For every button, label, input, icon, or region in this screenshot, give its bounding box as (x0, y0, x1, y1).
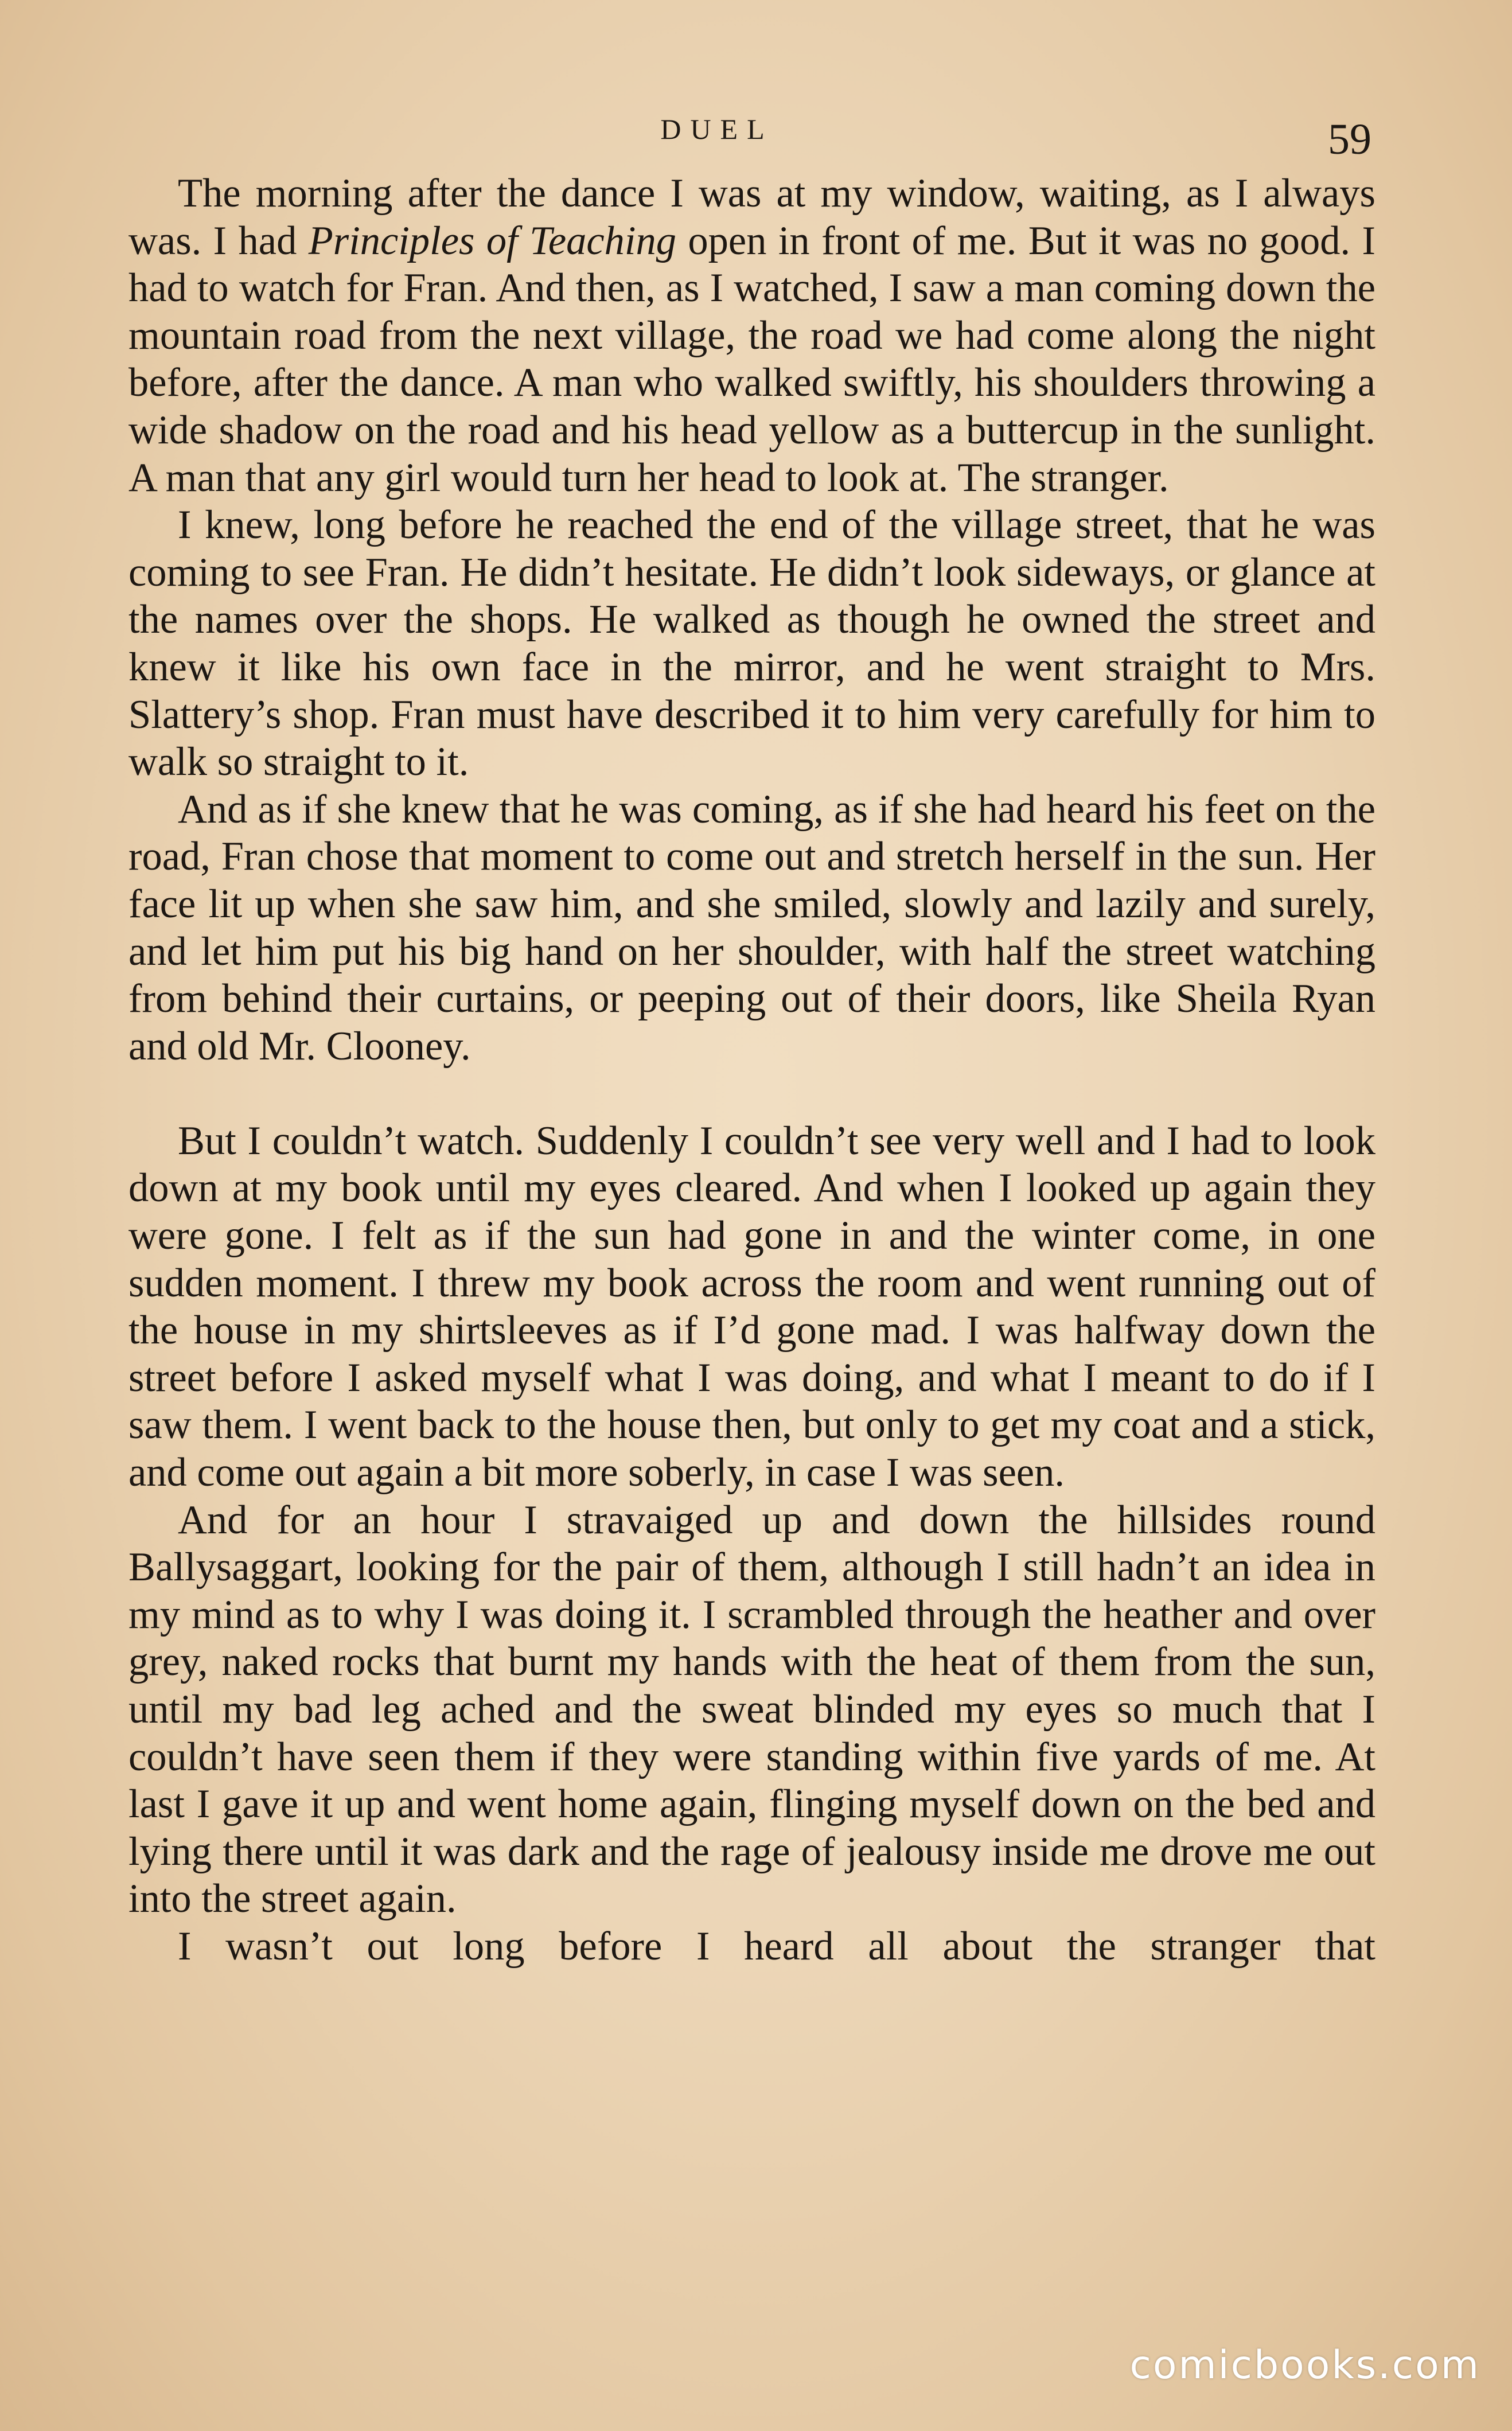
paragraph-6: I wasn’t out long before I heard all about the stranger that (178, 1923, 1375, 1969)
paragraph-3: And as if she knew that he was coming, as if she had heard his feet on the road, Fran chose that moment to come out and stretch herself in the sun. Her face lit up when she saw him, and she smiled, slowly and lazily and surely, and let him put his big hand on her shoulder, with half the street watching from behind their curtains, or peeping out of their doors, like Sheila Ryan and old Mr. Clooney. (128, 786, 1375, 1069)
paragraph-1-text-start: The morning after the dance I was at my window, waiting, as I always was. I had (128, 171, 1375, 263)
paragraph-1-text-end: open in front of me. But it was no good. I had to watch for Fran. And then, as I watched, I saw a man coming down the mountain road from the next village, the road we had come along the night before, after the dance. A man who walked swiftly, his shoulders throwing a wide shadow on the road and his head yellow as a buttercup in the sunlight. A man that any girl would turn her head to look at. The stranger. (128, 218, 1375, 500)
running-head: DUEL (660, 113, 774, 145)
paragraph-5: And for an hour I stravaiged up and down the hillsides round Ballysaggart, looking for the pair of them, although I still hadn’t an idea in my mind as to why I was doing it. I scrambled through the heather and over grey, naked rocks that burnt my hands with the heat of them from the sun, until my bad leg ached and the sweat blinded my eyes so much that I couldn’t have seen them if they were standing within five yards of me. At last I gave it up and went home again, flinging myself down on the bed and lying there until it was dark and the rage of jealousy inside me drove me out into the street again. (128, 1497, 1375, 1922)
paragraph-4: But I couldn’t watch. Suddenly I couldn’t see very well and I had to look down at my book until my eyes cleared. And when I looked up again they were gone. I felt as if the sun had gone in and the winter come, in one sudden moment. I threw my book across the room and went running out of the house in my shirtsleeves as if I’d gone mad. I was halfway down the street before I asked myself what I was doing, and what I meant to do if I saw them. I went back to the house then, but only to get my coat and a stick, and come out again a bit more soberly, in case I was seen. (128, 1118, 1375, 1495)
section-break (128, 1070, 1375, 1117)
page-header (0, 112, 1512, 164)
book-title-italic: Principles of Teaching (308, 218, 677, 263)
watermark: comicbooks.com (1129, 2343, 1480, 2388)
paragraph-2: I knew, long before he reached the end of the village street, that he was coming to see Fran. He didn’t hesitate. He didn’t look sideways, or glance at the names over the shops. He walked as though he owned the street and knew it like his own face in the mirror, and he went straight to Mrs. Slattery’s shop. Fran must have described it to him very carefully for him to walk so straight to it. (128, 502, 1375, 785)
paragraph-1 (128, 170, 1375, 501)
body-text (128, 170, 1375, 1970)
page-number: 59 (1328, 115, 1371, 163)
